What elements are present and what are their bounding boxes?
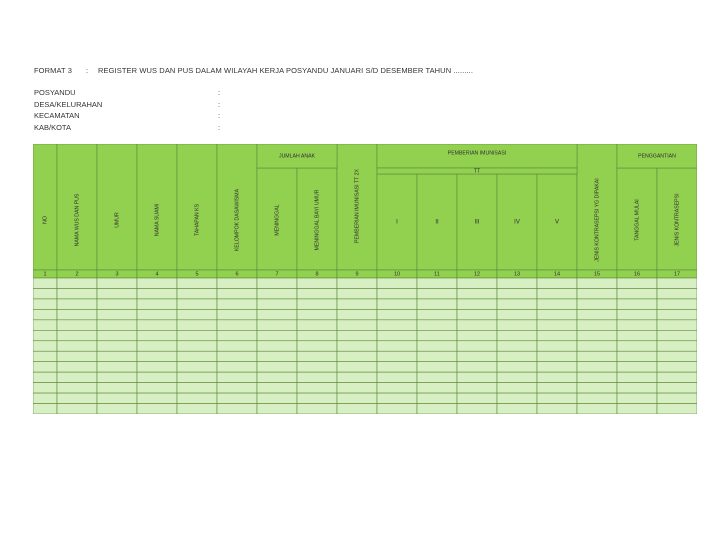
- table-cell: [177, 362, 217, 372]
- table-cell: [217, 372, 257, 382]
- table-cell: [457, 309, 497, 319]
- table-cell: [577, 404, 617, 414]
- table-cell: [377, 341, 417, 351]
- table-cell: [337, 362, 377, 372]
- table-cell: [537, 278, 577, 288]
- table-cell: [417, 341, 457, 351]
- table-cell: [457, 278, 497, 288]
- table-cell: [577, 341, 617, 351]
- column-number-label: 14: [553, 271, 561, 278]
- table-cell: [177, 393, 217, 403]
- table-cell: [617, 309, 657, 319]
- meta-fields: [34, 87, 234, 133]
- table-cell: [137, 362, 177, 372]
- table-cell: [217, 278, 257, 288]
- table-cell: [177, 299, 217, 309]
- table-cell: [377, 330, 417, 340]
- table-cell: [297, 362, 337, 372]
- table-cell: [417, 404, 457, 414]
- table-cell: [297, 393, 337, 403]
- column-number-label: 16: [633, 271, 641, 278]
- table-cell: [297, 383, 337, 393]
- table-cell: [177, 278, 217, 288]
- table-cell: [137, 351, 177, 361]
- table-cell: [137, 393, 177, 403]
- meta-field-label: KAB/KOTA: [34, 122, 71, 132]
- column-header-label: IV: [514, 219, 520, 226]
- table-cell: [257, 351, 297, 361]
- table-cell: [377, 351, 417, 361]
- column-header-label: II: [435, 219, 439, 226]
- table-cell: [497, 372, 537, 382]
- table-cell: [57, 372, 97, 382]
- table-cell: [617, 372, 657, 382]
- column-header-label: MENINGGAL BAYI UMUR: [314, 189, 321, 251]
- table-cell: [97, 309, 137, 319]
- table-cell: [57, 362, 97, 372]
- column-header-label: JENIS KONTRASEPSI YG DIPAKAI: [594, 178, 601, 262]
- table-cell: [57, 351, 97, 361]
- table-cell: [33, 383, 57, 393]
- register-table: [33, 144, 697, 414]
- table-cell: [137, 320, 177, 330]
- table-cell: [297, 299, 337, 309]
- table-cell: [257, 320, 297, 330]
- table-cell: [577, 288, 617, 298]
- column-number-label: 5: [195, 271, 199, 278]
- table-cell: [97, 341, 137, 351]
- table-cell: [57, 341, 97, 351]
- table-cell: [97, 351, 137, 361]
- table-cell: [497, 393, 537, 403]
- table-cell: [537, 320, 577, 330]
- column-header-label: NAMA SUAMI: [154, 203, 161, 237]
- table-cell: [577, 362, 617, 372]
- table-cell: [537, 299, 577, 309]
- column-number-label: 8: [315, 271, 319, 278]
- table-cell: [137, 404, 177, 414]
- table-cell: [577, 383, 617, 393]
- table-cell: [457, 362, 497, 372]
- column-header-label: NAMA WUS DAN PUS: [74, 193, 81, 247]
- table-cell: [657, 299, 697, 309]
- table-cell: [33, 372, 57, 382]
- table-cell: [537, 288, 577, 298]
- column-header-label: III: [474, 219, 480, 226]
- table-cell: [33, 330, 57, 340]
- table-cell: [577, 393, 617, 403]
- table-cell: [657, 362, 697, 372]
- column-header-label: PEMBERIAN IMUNISASI TT 2X: [354, 169, 361, 243]
- table-cell: [417, 330, 457, 340]
- table-cell: [377, 383, 417, 393]
- table-cell: [497, 320, 537, 330]
- table-cell: [657, 351, 697, 361]
- table-cell: [97, 404, 137, 414]
- table-cell: [297, 278, 337, 288]
- table-cell: [137, 288, 177, 298]
- table-cell: [617, 288, 657, 298]
- group-header-label: PEMBERIAN IMUNISASI: [447, 150, 507, 157]
- meta-field-posyandu: [34, 87, 234, 99]
- table-cell: [457, 330, 497, 340]
- group-header-label: JUMLAH ANAK: [278, 153, 316, 160]
- table-cell: [217, 383, 257, 393]
- table-cell: [97, 393, 137, 403]
- table-cell: [137, 372, 177, 382]
- table-cell: [217, 351, 257, 361]
- table-cell: [577, 320, 617, 330]
- table-cell: [297, 330, 337, 340]
- table-cell: [377, 309, 417, 319]
- table-cell: [457, 393, 497, 403]
- table-cell: [137, 330, 177, 340]
- table-cell: [377, 372, 417, 382]
- meta-field-kecamatan: [34, 110, 234, 122]
- column-header-label: NO: [42, 216, 49, 224]
- table-cell: [377, 278, 417, 288]
- meta-field-colon: :: [218, 122, 221, 132]
- table-cell: [217, 330, 257, 340]
- table-cell: [137, 299, 177, 309]
- column-header-cell: [97, 144, 137, 270]
- table-cell: [257, 341, 297, 351]
- table-cell: [417, 309, 457, 319]
- table-cell: [57, 309, 97, 319]
- table-cell: [417, 362, 457, 372]
- table-cell: [537, 309, 577, 319]
- table-cell: [297, 372, 337, 382]
- table-cell: [417, 393, 457, 403]
- table-cell: [657, 404, 697, 414]
- form-title: REGISTER WUS DAN PUS DALAM WILAYAH KERJA POSYANDU JANUARI S/D DESEMBER TAHUN .........: [98, 66, 474, 75]
- column-number-label: 2: [75, 271, 79, 278]
- table-cell: [57, 330, 97, 340]
- table-cell: [377, 288, 417, 298]
- column-header-cell: [33, 144, 57, 270]
- column-header-label: UMUR: [114, 212, 121, 228]
- column-number-label: 7: [275, 271, 279, 278]
- table-cell: [577, 351, 617, 361]
- table-cell: [337, 383, 377, 393]
- table-cell: [497, 278, 537, 288]
- table-cell: [33, 288, 57, 298]
- table-cell: [217, 288, 257, 298]
- table-cell: [377, 393, 417, 403]
- table-cell: [337, 288, 377, 298]
- column-number-label: 17: [673, 271, 681, 278]
- table-cell: [417, 288, 457, 298]
- table-cell: [257, 278, 297, 288]
- table-cell: [257, 288, 297, 298]
- table-cell: [657, 288, 697, 298]
- table-cell: [297, 351, 337, 361]
- table-cell: [33, 309, 57, 319]
- table-cell: [33, 393, 57, 403]
- table-cell: [137, 278, 177, 288]
- table-cell: [537, 362, 577, 372]
- column-number-label: 6: [235, 271, 239, 278]
- meta-field-colon: :: [218, 88, 221, 97]
- table-cell: [617, 351, 657, 361]
- table-cell: [217, 404, 257, 414]
- column-number-label: 9: [355, 271, 359, 278]
- column-number-label: 15: [593, 271, 601, 278]
- table-cell: [417, 299, 457, 309]
- table-cell: [57, 393, 97, 403]
- table-cell: [97, 320, 137, 330]
- table-cell: [617, 393, 657, 403]
- table-cell: [497, 362, 537, 372]
- column-number-label: 4: [155, 271, 159, 278]
- table-cell: [497, 309, 537, 319]
- meta-field-colon: :: [218, 99, 221, 109]
- meta-field-desa: [34, 99, 234, 111]
- table-cell: [177, 309, 217, 319]
- table-cell: [617, 278, 657, 288]
- table-cell: [337, 351, 377, 361]
- table-cell: [177, 383, 217, 393]
- table-cell: [217, 362, 257, 372]
- table-cell: [337, 320, 377, 330]
- table-cell: [377, 320, 417, 330]
- table-cell: [657, 341, 697, 351]
- column-header-label: MENINGGAL: [274, 204, 281, 236]
- table-cell: [457, 383, 497, 393]
- table-cell: [177, 404, 217, 414]
- column-header-label: I: [396, 219, 398, 226]
- table-cell: [33, 404, 57, 414]
- table-cell: [97, 299, 137, 309]
- table-cell: [297, 404, 337, 414]
- table-cell: [297, 320, 337, 330]
- table-cell: [57, 288, 97, 298]
- table-cell: [657, 320, 697, 330]
- table-cell: [217, 309, 257, 319]
- table-cell: [457, 288, 497, 298]
- table-cell: [457, 404, 497, 414]
- table-cell: [377, 362, 417, 372]
- table-cell: [617, 299, 657, 309]
- table-cell: [57, 383, 97, 393]
- column-number-label: 12: [473, 271, 481, 278]
- column-header-label: KELOMPOK DASAWISMA: [234, 188, 241, 252]
- table-cell: [97, 372, 137, 382]
- meta-field-colon: :: [218, 111, 221, 121]
- table-cell: [337, 404, 377, 414]
- table-cell: [297, 288, 337, 298]
- table-cell: [537, 372, 577, 382]
- table-cell: [457, 341, 497, 351]
- table-cell: [497, 288, 537, 298]
- meta-field-label: POSYANDU: [34, 88, 76, 97]
- table-cell: [537, 393, 577, 403]
- table-cell: [217, 320, 257, 330]
- table-cell: [33, 278, 57, 288]
- table-cell: [657, 309, 697, 319]
- table-cell: [33, 320, 57, 330]
- table-cell: [33, 351, 57, 361]
- table-cell: [617, 320, 657, 330]
- column-number-label: 1: [43, 271, 47, 278]
- column-header-label: TANGGAL MULAI: [634, 199, 641, 241]
- table-cell: [337, 309, 377, 319]
- table-cell: [297, 341, 337, 351]
- table-cell: [537, 383, 577, 393]
- table-cell: [337, 341, 377, 351]
- table-cell: [137, 341, 177, 351]
- table-cell: [33, 362, 57, 372]
- table-cell: [657, 278, 697, 288]
- table-cell: [537, 351, 577, 361]
- table-cell: [257, 362, 297, 372]
- table-cell: [177, 341, 217, 351]
- table-cell: [177, 330, 217, 340]
- table-cell: [97, 362, 137, 372]
- table-cell: [217, 393, 257, 403]
- form-title-line: [34, 66, 473, 75]
- table-cell: [657, 383, 697, 393]
- table-cell: [497, 383, 537, 393]
- table-cell: [337, 393, 377, 403]
- table-cell: [457, 351, 497, 361]
- column-number-label: 13: [513, 271, 521, 278]
- table-cell: [577, 278, 617, 288]
- column-header-label: JENIS KONTRASEPSI: [674, 193, 681, 247]
- table-cell: [417, 351, 457, 361]
- table-cell: [497, 299, 537, 309]
- table-cell: [577, 372, 617, 382]
- table-cell: [337, 330, 377, 340]
- table-cell: [177, 372, 217, 382]
- table-cell: [97, 383, 137, 393]
- table-cell: [137, 383, 177, 393]
- table-cell: [577, 299, 617, 309]
- table-cell: [57, 278, 97, 288]
- table-cell: [257, 299, 297, 309]
- table-cell: [457, 320, 497, 330]
- table-cell: [577, 330, 617, 340]
- column-number-label: 3: [115, 271, 119, 278]
- table-cell: [337, 278, 377, 288]
- table-cell: [537, 341, 577, 351]
- table-cell: [177, 288, 217, 298]
- table-cell: [457, 372, 497, 382]
- table-cell: [257, 372, 297, 382]
- table-cell: [297, 309, 337, 319]
- table-cell: [417, 278, 457, 288]
- meta-field-kabkota: [34, 122, 234, 134]
- table-cell: [577, 309, 617, 319]
- meta-field-label: DESA/KELURAHAN: [34, 99, 103, 109]
- group-header-label: TT: [473, 168, 481, 175]
- table-cell: [617, 362, 657, 372]
- format-colon: :: [86, 66, 89, 75]
- table-cell: [177, 351, 217, 361]
- table-cell: [57, 404, 97, 414]
- table-cell: [377, 299, 417, 309]
- table-cell: [257, 393, 297, 403]
- table-cell: [217, 341, 257, 351]
- table-cell: [57, 320, 97, 330]
- column-header-label: V: [554, 219, 560, 226]
- table-cell: [417, 320, 457, 330]
- table-cell: [537, 330, 577, 340]
- table-cell: [417, 372, 457, 382]
- table-cell: [33, 341, 57, 351]
- table-cell: [657, 330, 697, 340]
- table-cell: [97, 278, 137, 288]
- table-cell: [617, 330, 657, 340]
- table-cell: [497, 404, 537, 414]
- table-cell: [257, 383, 297, 393]
- table-cell: [257, 330, 297, 340]
- column-header-label: TAHAPAN KS: [194, 203, 201, 237]
- table-cell: [417, 383, 457, 393]
- table-cell: [257, 309, 297, 319]
- table-cell: [497, 341, 537, 351]
- table-cell: [33, 299, 57, 309]
- group-header-label: PENGGANTIAN: [638, 153, 676, 160]
- table-cell: [497, 351, 537, 361]
- table-cell: [137, 309, 177, 319]
- table-cell: [617, 404, 657, 414]
- table-cell: [537, 404, 577, 414]
- table-cell: [217, 299, 257, 309]
- column-number-label: 10: [393, 271, 401, 278]
- table-cell: [57, 299, 97, 309]
- column-number-label: 11: [434, 271, 440, 278]
- table-cell: [337, 299, 377, 309]
- table-cell: [657, 393, 697, 403]
- table-cell: [617, 383, 657, 393]
- table-cell: [97, 330, 137, 340]
- table-cell: [337, 372, 377, 382]
- table-cell: [617, 341, 657, 351]
- table-cell: [97, 288, 137, 298]
- format-label: FORMAT 3: [34, 66, 73, 75]
- table-cell: [377, 404, 417, 414]
- table-cell: [177, 320, 217, 330]
- table-cell: [257, 404, 297, 414]
- table-cell: [457, 299, 497, 309]
- table-cell: [497, 330, 537, 340]
- meta-field-label: KECAMATAN: [34, 111, 80, 121]
- table-cell: [657, 372, 697, 382]
